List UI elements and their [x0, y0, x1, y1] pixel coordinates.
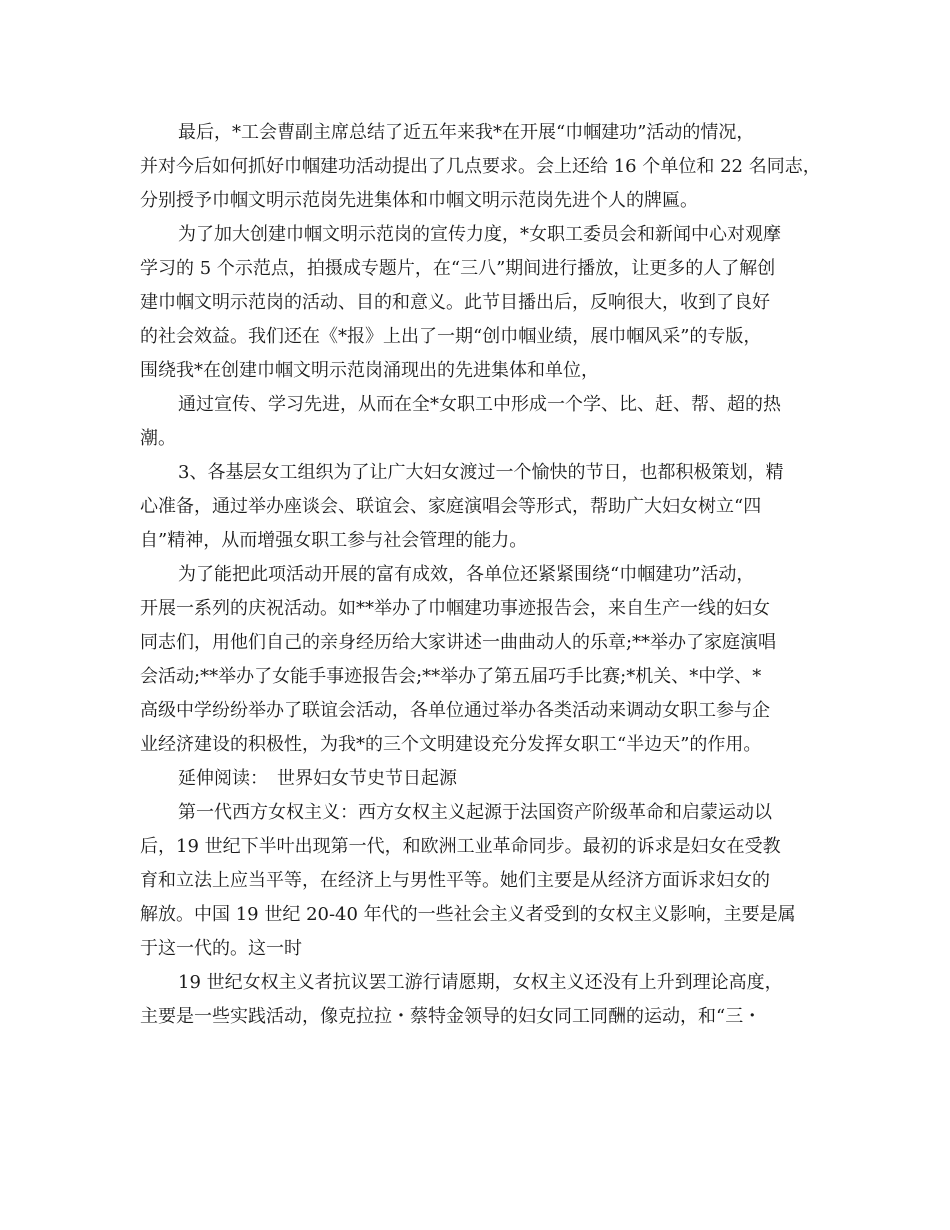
text-line: 第一代西方女权主义：西方女权主义起源于法国资产阶级革命和启蒙运动以 [178, 802, 772, 823]
text-line: 19 世纪女权主义者抗议罢工游行请愿期，女权主义还没有上升到理论高度， [178, 972, 783, 993]
text-line: 并对今后如何抓好巾帼建功活动提出了几点要求。会上还给 16 个单位和 22 名同志， [140, 156, 821, 177]
text-line: 同志们，用他们自己的亲身经历给大家讲述一曲曲动人的乐章;**举办了家庭演唱 [140, 632, 777, 653]
text-line: 通过宣传、学习先进，从而在全*女职工中形成一个学、比、赶、帮、超的热 [178, 394, 781, 415]
text-line: 育和立法上应当平等，在经济上与男性平等。她们主要是从经济方面诉求妇女的 [140, 870, 770, 891]
text-line: 为了能把此项活动开展的富有成效，各单位还紧紧围绕“巾帼建功”活动， [178, 564, 755, 585]
text-line: 的社会效益。我们还在《*报》上出了一期“创巾帼业绩，展巾帼风采”的专版， [140, 326, 762, 347]
text-line: 高级中学纷纷举办了联谊会活动，各单位通过举办各类活动来调动女职工参与企 [140, 700, 770, 721]
text-line: 最后，*工会曹副主席总结了近五年来我*在开展“巾帼建功”活动的情况， [178, 122, 755, 143]
text-line: 自”精神，从而增强女职工参与社会管理的能力。 [140, 530, 528, 551]
text-line: 后，19 世纪下半叶出现第一代，和欧洲工业革命同步。最初的诉求是妇女在受教 [140, 836, 781, 857]
text-line: 主要是一些实践活动，像克拉拉・蔡特金领导的妇女同工同酬的运动，和“三・ [140, 1006, 762, 1027]
text-line: 3、各基层女工组织为了让广大妇女渡过一个愉快的节日，也都积极策划，精 [178, 462, 784, 483]
text-line: 开展一系列的庆祝活动。如**举办了巾帼建功事迹报告会，来自生产一线的妇女 [140, 598, 770, 619]
text-line: 延伸阅读： 世界妇女节史节日起源 [178, 768, 457, 789]
text-line: 学习的 5 个示范点，拍摄成专题片，在“三八”期间进行播放，让更多的人了解创 [140, 258, 776, 279]
text-line: 业经济建设的积极性，为我*的三个文明建设充分发挥女职工“半边天”的作用。 [140, 734, 762, 755]
text-line: 潮。 [140, 428, 176, 449]
document-body [140, 116, 830, 1034]
text-line: 围绕我*在创建巾帼文明示范岗涌现出的先进集体和单位， [140, 360, 599, 381]
text-line: 于这一代的。这一时 [140, 938, 302, 959]
text-line: 会活动;**举办了女能手事迹报告会;**举办了第五届巧手比赛;*机关、*中学、* [140, 666, 762, 687]
text-line: 心准备，通过举办座谈会、联谊会、家庭演唱会等形式，帮助广大妇女树立“四 [140, 496, 762, 517]
text-line: 为了加大创建巾帼文明示范岗的宣传力度，*女职工委员会和新闻中心对观摩 [178, 224, 781, 245]
text-line: 分别授予巾帼文明示范岗先进集体和巾帼文明示范岗先进个人的牌匾。 [140, 190, 698, 211]
text-line: 建巾帼文明示范岗的活动、目的和意义。此节目播出后，反响很大，收到了良好 [140, 292, 770, 313]
text-line: 解放。中国 19 世纪 20-40 年代的一些社会主义者受到的女权主义影响，主要是属 [140, 904, 796, 925]
